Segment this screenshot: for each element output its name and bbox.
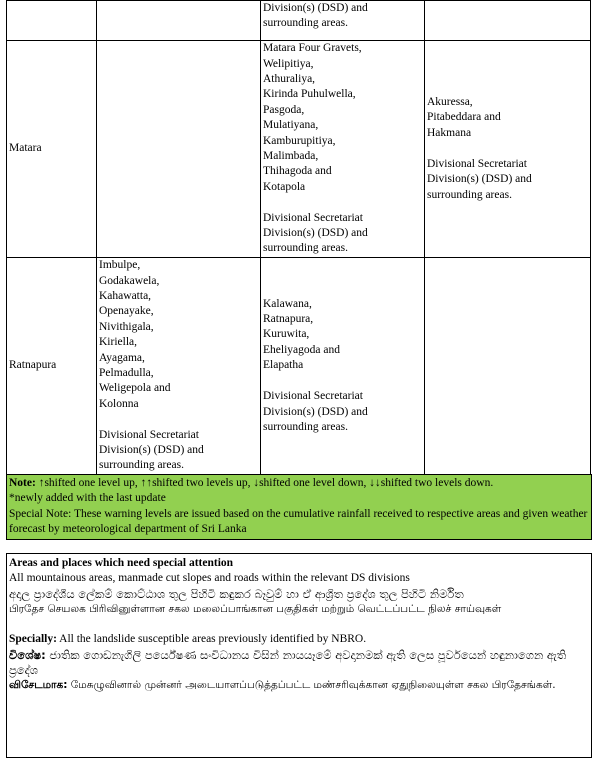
place-line: Kirinda Puhulwella, — [263, 88, 356, 101]
place-line: Openayake, — [99, 305, 154, 318]
place-line: Pelmadulla, — [99, 367, 154, 379]
warning-level-cell — [425, 1, 591, 41]
place-line: Kahawatta, — [99, 289, 152, 302]
place-line: Kolonna — [99, 397, 139, 410]
attention-heading: Areas and places which need special attention — [9, 557, 234, 569]
place-line: Thihagoda and — [263, 165, 332, 178]
place-line: Elapatha — [263, 359, 304, 372]
place-line: Divisional Secretariat — [99, 428, 199, 441]
place-line: Welipitiya, — [263, 57, 314, 70]
place-line: Malimbada, — [263, 150, 319, 162]
line-gap — [99, 412, 258, 427]
place-line: Ratnapura, — [263, 313, 314, 326]
place-line: Division(s) (DSD) and — [263, 227, 368, 240]
place-line: surrounding areas. — [263, 420, 348, 433]
place-line: Akuressa, — [427, 96, 473, 109]
district-cell — [7, 1, 97, 41]
place-line: Athuraliya, — [263, 72, 316, 85]
warning-level-cell — [425, 41, 591, 258]
warning-level-cell — [97, 1, 261, 41]
line-gap — [263, 195, 422, 210]
place-line: Ayagama, — [99, 351, 145, 364]
attention-text-en: All mountainous areas, manmade cut slopes and roads within the relevant DS divisions — [9, 572, 410, 585]
place-line: Divisional Secretariat — [263, 390, 363, 403]
attention-text-ta: பிரதேச செயலக பிரிவினுள்ளான சகல மலைப்பாங்கான பகுதிகள் மற்றும் வெட்டப்பட்ட நிலச் சாய்வுகள் — [9, 602, 502, 615]
place-line: Eheliyagoda and — [263, 343, 340, 356]
special-attention-box — [6, 553, 592, 758]
place-line: surrounding areas. — [263, 17, 348, 30]
line-gap — [263, 374, 422, 389]
place-line: Division(s) (DSD) and — [263, 2, 368, 14]
warning-level-cell — [261, 1, 425, 41]
line-gap — [427, 141, 588, 156]
specially-ta: விசேடமாக: மேசுழுவினால் முன்னர் அடையாளப்படுத்தப்பட்ட மண்சரிவுக்கான ஏதுநிலையுள்ள சகல பிரதேசங்கள். — [9, 678, 556, 691]
place-line: Kotapola — [263, 180, 306, 193]
place-line: Matara Four Gravets, — [263, 42, 362, 55]
note-legend: Note: ↑shifted one level up, ↑↑shifted two levels up, ↓shifted one level down, ↓↓shifted two levels down. — [9, 477, 494, 489]
place-line: Weligepola and — [99, 382, 171, 395]
warning-level-cell — [97, 258, 261, 475]
place-line: Mulatiyana, — [263, 119, 319, 132]
warning-level-cell — [425, 258, 591, 475]
table-row — [7, 41, 591, 258]
place-line: Division(s) (DSD) and — [263, 405, 368, 418]
place-line: Divisional Secretariat — [263, 211, 363, 224]
warning-table — [6, 0, 591, 475]
place-line: Kalawana, — [263, 297, 312, 310]
place-line: Pasgoda, — [263, 103, 305, 116]
place-line: Godakawela, — [99, 274, 160, 287]
place-line: Pitabeddara and — [427, 111, 501, 124]
place-line: surrounding areas. — [99, 459, 184, 472]
place-line: Nivithigala, — [99, 320, 154, 333]
place-line: surrounding areas. — [427, 188, 512, 201]
note-newly-added: *newly added with the last update — [9, 492, 166, 505]
place-line: Hakmana — [427, 126, 472, 139]
warning-level-cell — [261, 41, 425, 258]
table-row — [7, 1, 591, 41]
place-line: Divisional Secretariat — [427, 157, 527, 170]
attention-text-si: අදාල ප්‍රාදේශීය ලේකම් කොට්ඨාශ තුල පිහිටි කඳුකර බෑවුම් හා ඒ ආශ්‍රිත ප්‍රදේශ තුල පිහිටි නිර්මිත — [9, 586, 464, 601]
warning-level-cell — [261, 258, 425, 475]
place-line: Division(s) (DSD) and — [427, 173, 532, 186]
note-box — [6, 474, 592, 540]
specially-en: Specially: All the landslide susceptible areas previously identified by NBRO. — [9, 633, 367, 646]
specially-si: විශේෂ: ජාතික ගොඩනැගිලි පර්යේෂණ සංවිධානය විසින් නායයෑමේ අවදානමක් ඇති ලෙස පූර්වයෙන් හඳුනාගෙන ඇති ප්‍රදේශ — [9, 647, 567, 677]
place-line: Kuruwita, — [263, 328, 310, 341]
place-line: Kiriella, — [99, 336, 137, 349]
place-line: Imbulpe, — [99, 259, 141, 272]
district-cell: Ratnapura — [7, 258, 97, 475]
warning-level-cell — [97, 41, 261, 258]
table-row — [7, 258, 591, 475]
district-cell: Matara — [7, 41, 97, 258]
special-note: Special Note: These warning levels are issued based on the cumulative rainfall received to respective areas and given weather forecast by meteorological department of Sri Lanka — [9, 507, 588, 536]
place-line: surrounding areas. — [263, 242, 348, 255]
place-line: Division(s) (DSD) and — [99, 444, 204, 457]
note-label: Note: — [9, 477, 36, 489]
place-line: Kamburupitiya, — [263, 134, 336, 147]
